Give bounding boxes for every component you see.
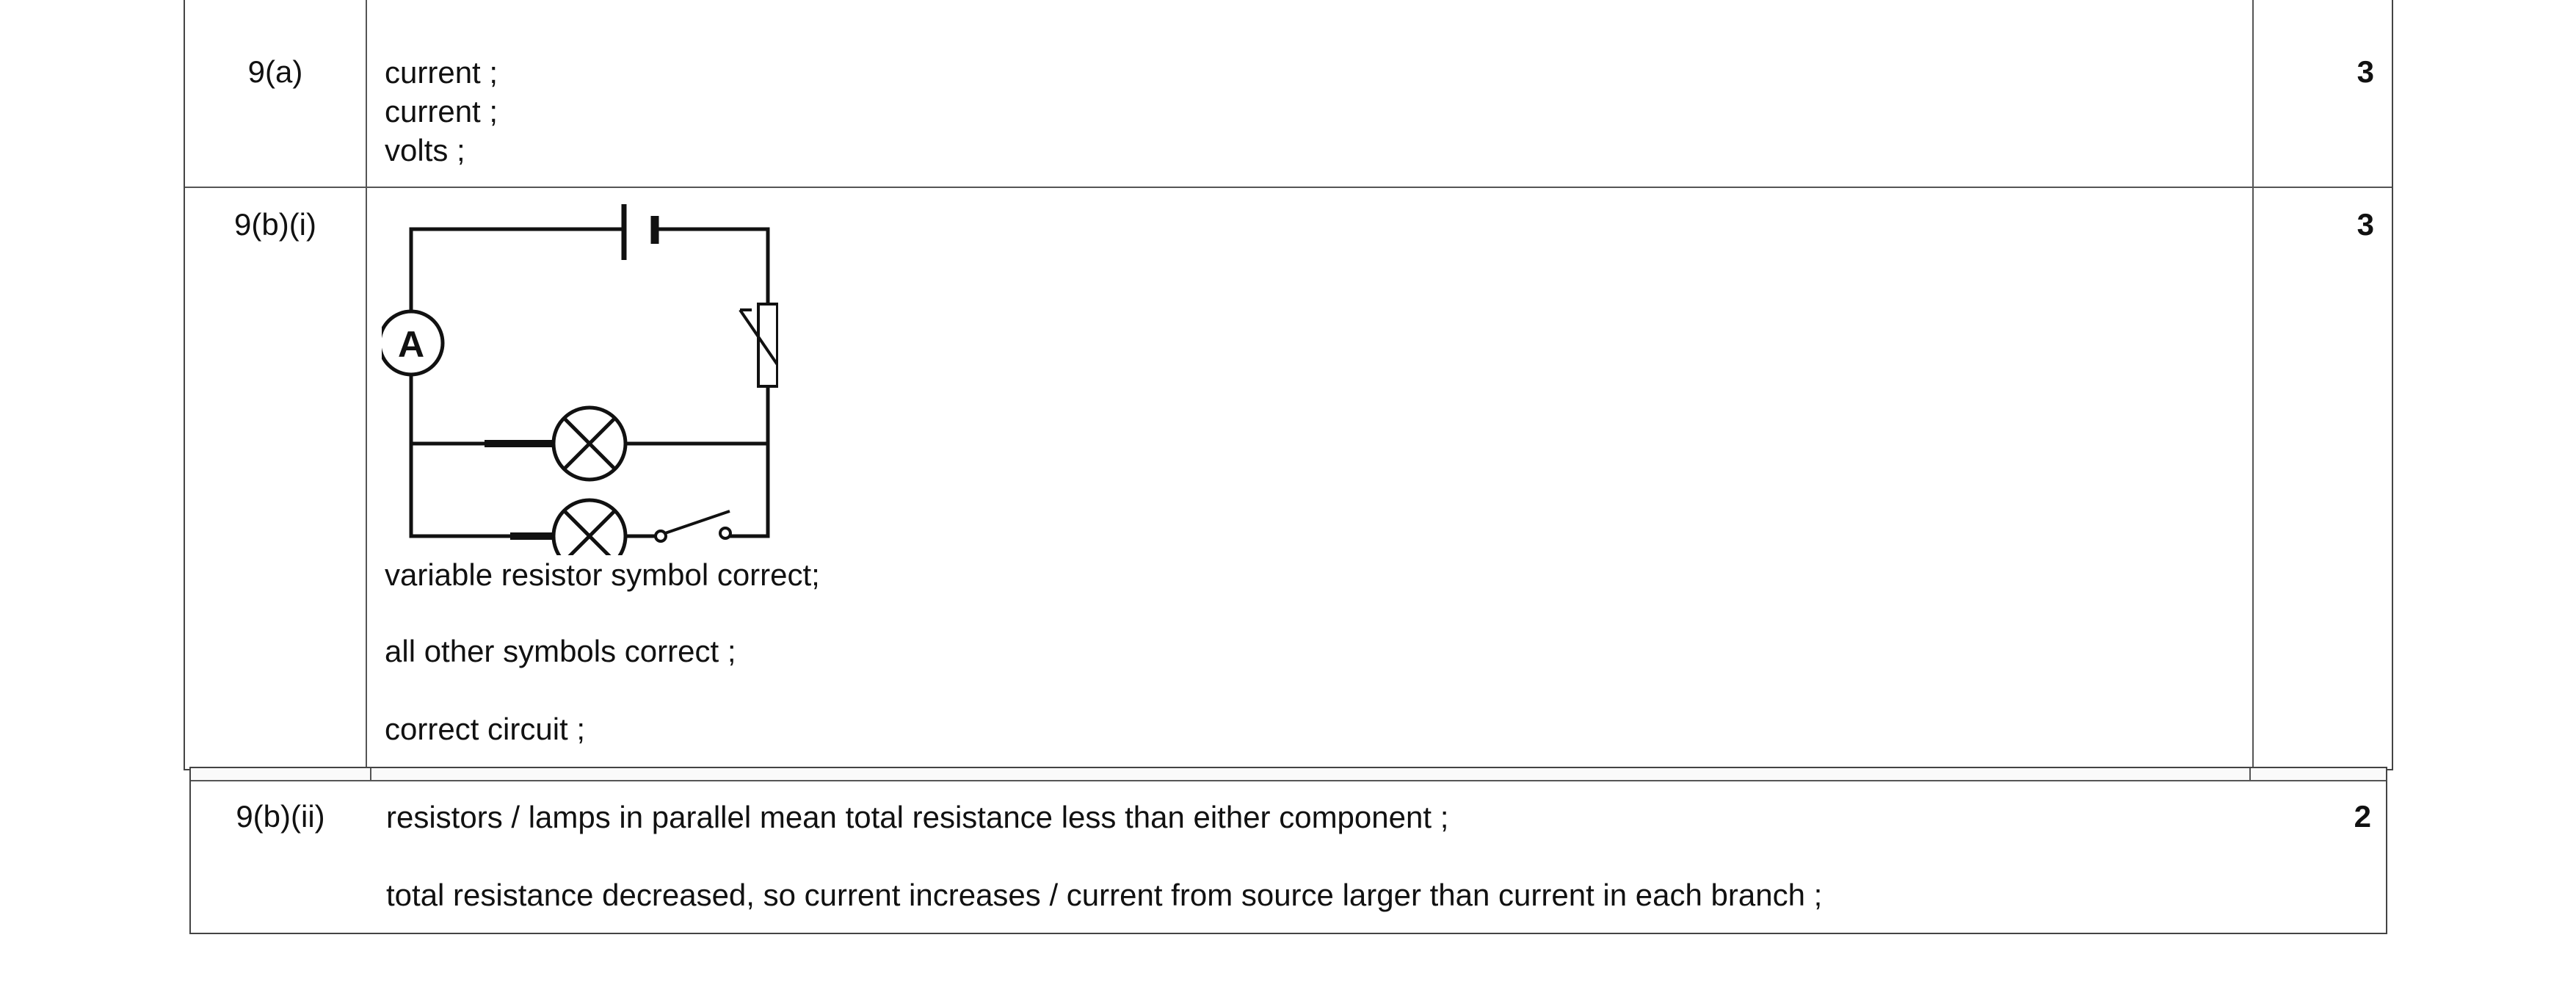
mark-scheme-table-upper bbox=[184, 0, 2393, 770]
ammeter-label: A bbox=[397, 324, 425, 365]
marks-cell: 3 bbox=[2357, 54, 2374, 89]
answer-line: resistors / lamps in parallel mean total resistance less than either component ; bbox=[386, 800, 1449, 834]
mark-scheme-table-lower bbox=[189, 767, 2387, 934]
answer-cell bbox=[367, 0, 2252, 187]
answer-cell bbox=[371, 781, 2249, 933]
answer-line: all other symbols correct ; bbox=[385, 634, 736, 668]
answer-line: current ; bbox=[385, 55, 498, 90]
cell-icon bbox=[624, 204, 655, 260]
table-row bbox=[185, 188, 2392, 769]
answer-line: variable resistor symbol correct; bbox=[385, 557, 820, 592]
ammeter-icon bbox=[382, 311, 443, 375]
answer-line: total resistance decreased, so current increases / current from source larger than current in each branch ; bbox=[386, 878, 1823, 912]
marks-cell: 2 bbox=[2354, 799, 2371, 834]
marks-cell: 3 bbox=[2357, 207, 2374, 242]
answer-cell bbox=[367, 188, 2252, 769]
answer-line: correct circuit ; bbox=[385, 712, 586, 746]
question-number: 9(b)(i) bbox=[234, 207, 316, 242]
circuit-diagram bbox=[382, 203, 778, 555]
lamp-icon bbox=[554, 408, 625, 480]
table-row bbox=[185, 0, 2392, 187]
switch-icon bbox=[656, 511, 730, 541]
table-row bbox=[191, 781, 2386, 933]
lamp-icon bbox=[554, 500, 625, 555]
variable-resistor-icon bbox=[740, 304, 778, 386]
answer-line: volts ; bbox=[385, 133, 465, 167]
answer-line: current ; bbox=[385, 94, 498, 129]
question-number: 9(a) bbox=[247, 54, 303, 89]
question-number: 9(b)(ii) bbox=[236, 799, 325, 834]
